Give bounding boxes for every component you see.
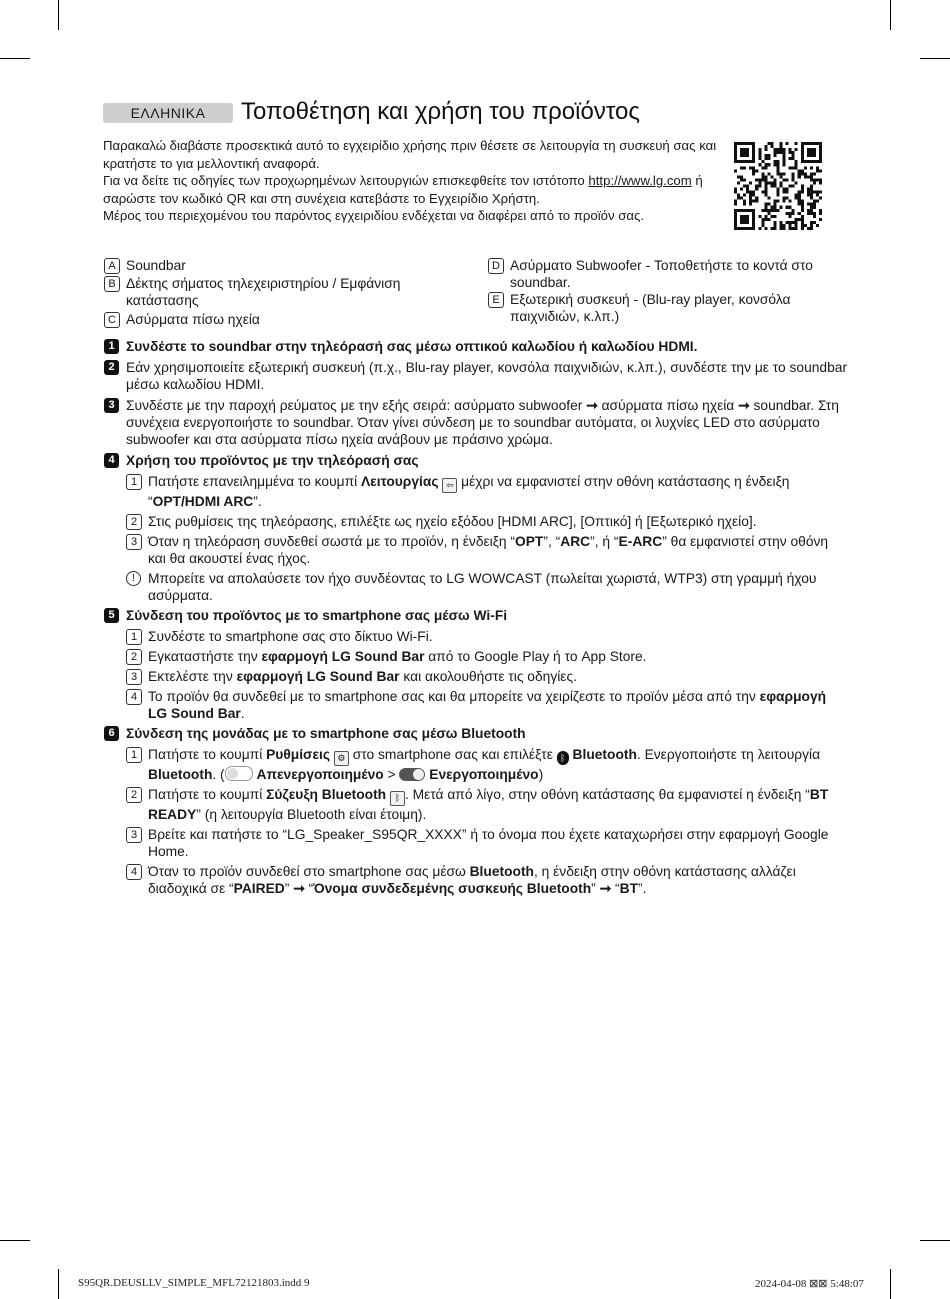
bluetooth-label: Bluetooth — [148, 767, 213, 782]
substep-number: 2 — [126, 787, 142, 803]
substep — [104, 786, 849, 823]
bluetooth-label: Bluetooth — [572, 747, 637, 762]
legend-text: Soundbar — [126, 258, 186, 273]
text: Το προϊόν θα συνδεθεί με το smartphone σας και θα μπορείτε να χειρίζεστε το προϊόν μέσα από την — [148, 689, 760, 704]
text: ” θα εμφανιστεί στην οθόνη και θα ακουστεί ένας ήχος. — [148, 534, 829, 566]
legend-text: Εξωτερική συσκευή - (Blu-ray player, κονσόλα παιχνιδιών, κ.λπ.) — [510, 292, 791, 324]
text: Στις ρυθμίσεις της τηλεόρασης, επιλέξτε ως ηχείο εξόδου [HDMI ARC], [Οπτικό] ή [Εξωτερικό ηχείο]. — [148, 514, 757, 529]
legend-key: C — [104, 312, 120, 328]
bluetooth-icon: ᛒ — [557, 751, 569, 765]
text: στο smartphone σας και επιλέξτε — [348, 747, 557, 762]
legend-key: E — [488, 292, 504, 308]
substep-number: 3 — [126, 827, 142, 843]
note-text: Μπορείτε να απολαύσετε τον ήχο συνδέοντας το LG WOWCAST (πωλείται χωριστά, WTP3) στη γραμμή ήχου ασύρματα. — [148, 571, 817, 603]
toggle-on-icon — [399, 768, 425, 781]
footer-file-info: S95QR.DEUSLLV_SIMPLE_MFL72121803.indd 9 — [78, 1277, 310, 1289]
step-heading: Χρήση του προϊόντος με την τηλεόρασή σας — [126, 453, 419, 468]
crop-mark — [920, 1240, 950, 1241]
text: ”, ή “ — [590, 534, 619, 549]
legend-key: D — [488, 258, 504, 274]
text: Βρείτε και πατήστε το “LG_Speaker_S95QR_XXXX” ή το όνομα που έχετε καταχωρήσει στην εφαρμογή Google Home. — [148, 827, 829, 859]
legend-text: Ασύρματα πίσω ηχεία — [126, 312, 260, 327]
crop-mark — [0, 58, 30, 59]
substep — [104, 668, 849, 685]
step-number: 2 — [104, 360, 119, 375]
step-heading: Σύνδεση της μονάδας με το smartphone σας μέσω Bluetooth — [126, 726, 526, 741]
legend-text: Ασύρματο Subwoofer - Τοποθετήστε το κοντά στο soundbar. — [510, 258, 813, 290]
substep — [104, 826, 849, 860]
text: ”. — [253, 494, 262, 509]
text: Όταν το προϊόν συνδεθεί στο smartphone σας μέσω — [148, 864, 470, 879]
display-text: Όνομα συνδεδεμένης συσκευής Bluetooth — [313, 881, 592, 896]
bluetooth-pair-icon: ᛒ — [390, 791, 405, 806]
crop-mark — [890, 1269, 891, 1299]
arrow-icon: ➞ — [293, 881, 305, 896]
display-text: ARC — [560, 534, 591, 549]
substep — [104, 473, 849, 510]
substep-number: 1 — [126, 629, 142, 645]
text: “ — [304, 881, 314, 896]
step-heading: Σύνδεση του προϊόντος με το smartphone σας μέσω Wi-Fi — [126, 608, 508, 623]
text: ) — [538, 767, 544, 782]
toggle-on-label: Ενεργοποιημένο — [429, 767, 539, 782]
legend-text: Δέκτης σήματος τηλεχειριστηρίου / Εμφάνιση κατάστασης — [126, 276, 401, 308]
crop-mark — [0, 1240, 30, 1241]
step-text: ασύρματα πίσω ηχεία — [597, 398, 739, 413]
text: . Μετά από λίγο, στην οθόνη κατάστασης θα εμφανιστεί η ένδειξη “ — [404, 787, 810, 802]
display-text: BT READY — [148, 787, 829, 822]
text: Εκτελέστε την — [148, 669, 237, 684]
text: Συνδέστε το smartphone σας στο δίκτυο Wi-Fi. — [148, 629, 433, 644]
substep — [104, 628, 849, 645]
crop-mark — [58, 1269, 59, 1299]
text: ” — [284, 881, 294, 896]
text: ”, “ — [543, 534, 561, 549]
substep-number: 4 — [126, 689, 142, 705]
substep-number: 4 — [126, 864, 142, 880]
intro-text-part: Για να δείτε τις οδηγίες των προχωρημένων λειτουργιών επισκεφθείτε τον ιστότοπο — [103, 173, 589, 188]
crop-mark — [920, 58, 950, 59]
qr-code[interactable] — [734, 142, 822, 230]
text: ” — [591, 881, 600, 896]
language-badge: ΕΛΛΗΝΙΚΑ — [103, 103, 233, 123]
text: από το Google Play ή το App Store. — [424, 649, 647, 664]
substep — [104, 513, 849, 530]
step-number: 1 — [104, 339, 119, 354]
text: . ( — [212, 767, 225, 782]
website-link[interactable]: http://www.lg.com — [588, 173, 692, 188]
legend-key: B — [104, 276, 120, 292]
intro-line: Μέρος του περιεχομένου του παρόντος εγχειριδίου ενδέχεται να διαφέρει από το προϊόν σας. — [103, 208, 645, 223]
substep-number: 2 — [126, 514, 142, 530]
display-text: OPT/HDMI ARC — [152, 494, 254, 509]
display-text: BT — [619, 881, 639, 896]
page-header — [103, 97, 703, 127]
substep — [104, 688, 849, 722]
text: Πατήστε επανειλημμένα το κουμπί — [148, 474, 361, 489]
substep — [104, 863, 849, 897]
display-text: E-ARC — [618, 534, 663, 549]
step-4 — [104, 452, 849, 469]
text: ” (η λειτουργία Bluetooth είναι έτοιμη). — [196, 807, 427, 822]
app-name: εφαρμογή LG Sound Bar — [261, 649, 425, 664]
instructions — [104, 338, 849, 900]
page-title: Τοποθέτηση και χρήση του προϊόντος — [241, 98, 640, 125]
text: Πατήστε το κουμπί — [148, 747, 267, 762]
toggle-off-label: Απενεργοποιημένο — [256, 767, 384, 782]
caution-icon: ! — [126, 571, 141, 586]
text: . Ενεργοποιήστε τη λειτουργία — [636, 747, 821, 762]
app-name: εφαρμογή LG Sound Bar — [236, 669, 400, 684]
app-name: εφαρμογή LG Sound Bar — [148, 689, 827, 721]
intro-line: Παρακαλώ διαβάστε προσεκτικά αυτό το εγχειρίδιο χρήσης πριν θέσετε σε λειτουργία τη συσκευή σας και κρατήστε το για μελλοντική αναφορά. — [103, 138, 717, 171]
substep-number: 3 — [126, 534, 142, 550]
text: μέχρι να εμφανιστεί στην οθόνη κατάστασης η ένδειξη “ — [148, 474, 790, 509]
text: , η ένδειξη στην οθόνη κατάστασης αλλάζει διαδοχικά σε “ — [148, 864, 796, 896]
toggle-off-icon — [225, 766, 253, 781]
substep-number: 1 — [126, 747, 142, 763]
step-text: Εάν χρησιμοποιείτε εξωτερική συσκευή (π.χ., Blu-ray player, κονσόλα παιχνιδιών, κ.λπ.), συνδέστε την με το soundbar μέσω καλωδίου HDMI. — [126, 360, 848, 392]
text: . — [240, 706, 245, 721]
intro-text — [103, 137, 718, 225]
display-text: OPT — [515, 534, 544, 549]
display-text: PAIRED — [233, 881, 285, 896]
legend-key: A — [104, 258, 120, 274]
note — [104, 570, 849, 604]
substep — [104, 648, 849, 665]
intro-text-part: ή σαρώστε τον κωδικό QR και στη συνέχεια κατεβάστε το Εγχειρίδιο Χρήστη. — [103, 173, 703, 206]
text: “ — [611, 881, 620, 896]
text: Πατήστε το κουμπί — [148, 787, 267, 802]
arrow-icon: ➞ — [586, 398, 598, 413]
gear-icon: ⚙ — [334, 751, 349, 766]
substep — [104, 533, 849, 567]
text: Εγκαταστήστε την — [148, 649, 262, 664]
step-text: Συνδέστε με την παροχή ρεύματος με την εξής σειρά: ασύρματο subwoofer — [126, 398, 587, 413]
pair-button-label: Σύζευξη Bluetooth — [266, 787, 387, 802]
footer-timestamp: 2024-04-08 ⊠⊠ 5:48:07 — [755, 1278, 864, 1290]
text: και ακολουθήστε τις οδηγίες. — [399, 669, 577, 684]
crop-mark — [58, 0, 59, 30]
crop-mark — [890, 0, 891, 30]
substep — [104, 746, 849, 783]
settings-label: Ρυθμίσεις — [266, 747, 331, 762]
step-text: Συνδέστε το soundbar στην τηλεόρασή σας μέσω οπτικού καλωδίου ή καλωδίου HDMI. — [126, 339, 698, 354]
step-number: 4 — [104, 453, 119, 468]
step-number: 6 — [104, 726, 119, 741]
text: > — [383, 767, 400, 782]
step-6 — [104, 725, 849, 742]
arrow-icon: ➞ — [738, 398, 750, 413]
step-number: 3 — [104, 398, 119, 413]
arrow-icon: ➞ — [599, 881, 612, 896]
substep-number: 3 — [126, 669, 142, 685]
step-2 — [104, 359, 849, 393]
intro-line — [103, 172, 718, 207]
bluetooth-label: Bluetooth — [469, 864, 534, 879]
text: Όταν η τηλεόραση συνδεθεί σωστά με το προϊόν, η ένδειξη “ — [148, 534, 515, 549]
step-1 — [104, 338, 849, 355]
step-5 — [104, 607, 849, 624]
substep-number: 2 — [126, 649, 142, 665]
step-3 — [104, 397, 849, 448]
step-number: 5 — [104, 608, 119, 623]
text: ”. — [638, 881, 647, 896]
step-text: soundbar. Στη συνέχεια ενεργοποιήστε το soundbar. Όταν γίνει σύνδεση με το soundbar αυτόματα, οι λυχνίες LED στο ασύρματο subwoofer και στα ασύρματα πίσω ηχεία ανάβουν με πράσινο χρώμα. — [126, 398, 839, 447]
mode-button-label: Λειτουργίας — [360, 474, 439, 489]
input-icon: ⇦ — [442, 478, 457, 493]
substep-number: 1 — [126, 474, 142, 490]
